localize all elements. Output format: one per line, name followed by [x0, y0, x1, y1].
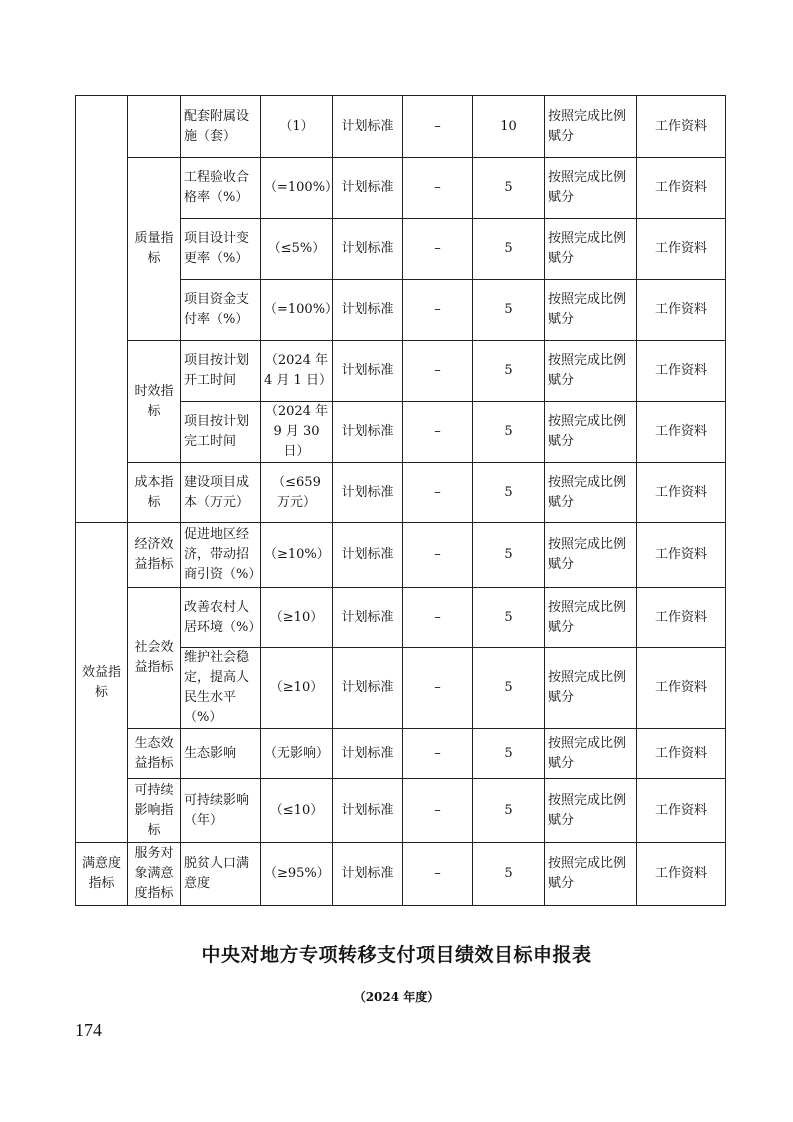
indicator-cell: 工程验收合格率（%）: [181, 158, 261, 219]
standard-cell: 计划标准: [333, 96, 403, 158]
score-cell: 10: [473, 96, 545, 158]
indicator-cell: 项目资金支付率（%）: [181, 280, 261, 341]
dash-cell: –: [403, 463, 473, 523]
source-cell: 工作资料: [637, 463, 726, 523]
dash-cell: –: [403, 523, 473, 588]
indicator-cell: 促进地区经济，带动招商引资（%）: [181, 523, 261, 588]
target-value-cell: （≥10%）: [261, 523, 333, 588]
dash-cell: –: [403, 280, 473, 341]
target-value-cell: （≥10）: [261, 648, 333, 729]
score-cell: 5: [473, 219, 545, 280]
source-cell: 工作资料: [637, 158, 726, 219]
table-row: [76, 843, 726, 906]
indicator-cell: 生态影响: [181, 729, 261, 779]
level2-cell: 成本指标: [128, 463, 181, 523]
source-cell: 工作资料: [637, 219, 726, 280]
performance-indicator-table: [75, 95, 726, 906]
level1-cell: 效益指标: [76, 523, 128, 843]
table-row: [76, 341, 726, 402]
level2-cell: 时效指标: [128, 341, 181, 463]
level1-output-cell: [76, 96, 128, 523]
indicator-cell: 项目设计变更率（%）: [181, 219, 261, 280]
dash-cell: –: [403, 158, 473, 219]
method-cell: 按照完成比例赋分: [545, 219, 637, 280]
dash-cell: –: [403, 402, 473, 463]
source-cell: 工作资料: [637, 588, 726, 648]
method-cell: 按照完成比例赋分: [545, 341, 637, 402]
source-cell: 工作资料: [637, 96, 726, 158]
dash-cell: –: [403, 729, 473, 779]
source-cell: 工作资料: [637, 843, 726, 906]
table-row: [76, 96, 726, 158]
method-cell: 按照完成比例赋分: [545, 648, 637, 729]
target-value-cell: （≥95%）: [261, 843, 333, 906]
method-cell: 按照完成比例赋分: [545, 402, 637, 463]
level2-cell: 经济效益指标: [128, 523, 181, 588]
method-cell: 按照完成比例赋分: [545, 463, 637, 523]
source-cell: 工作资料: [637, 523, 726, 588]
standard-cell: 计划标准: [333, 280, 403, 341]
method-cell: 按照完成比例赋分: [545, 96, 637, 158]
indicator-cell: 配套附属设施（套）: [181, 96, 261, 158]
table-row: [76, 158, 726, 219]
form-year: （2024 年度）: [353, 990, 440, 1004]
standard-cell: 计划标准: [333, 648, 403, 729]
dash-cell: –: [403, 588, 473, 648]
score-cell: 5: [473, 280, 545, 341]
method-cell: 按照完成比例赋分: [545, 843, 637, 906]
level2-cell: 服务对象满意度指标: [128, 843, 181, 906]
source-cell: 工作资料: [637, 341, 726, 402]
indicator-cell: 项目按计划完工时间: [181, 402, 261, 463]
standard-cell: 计划标准: [333, 843, 403, 906]
indicator-cell: 脱贫人口满意度: [181, 843, 261, 906]
level2-cell: 社会效益指标: [128, 588, 181, 729]
indicator-cell: 可持续影响（年）: [181, 779, 261, 843]
standard-cell: 计划标准: [333, 402, 403, 463]
target-value-cell: （≥10）: [261, 588, 333, 648]
level1-cell: 满意度指标: [76, 843, 128, 906]
standard-cell: 计划标准: [333, 729, 403, 779]
score-cell: 5: [473, 843, 545, 906]
target-value-cell: （≤659 万元）: [261, 463, 333, 523]
table-row: [76, 729, 726, 779]
standard-cell: 计划标准: [333, 588, 403, 648]
standard-cell: 计划标准: [333, 779, 403, 843]
method-cell: 按照完成比例赋分: [545, 158, 637, 219]
indicator-cell: 维护社会稳定，提高人民生水平（%）: [181, 648, 261, 729]
target-value-cell: （2024 年 4 月 1 日）: [261, 341, 333, 402]
target-value-cell: （无影响）: [261, 729, 333, 779]
table-row: [76, 779, 726, 843]
indicator-cell: 项目按计划开工时间: [181, 341, 261, 402]
source-cell: 工作资料: [637, 280, 726, 341]
target-value-cell: （2024 年 9 月 30 日）: [261, 402, 333, 463]
standard-cell: 计划标准: [333, 463, 403, 523]
score-cell: 5: [473, 779, 545, 843]
target-value-cell: （=100%）: [261, 158, 333, 219]
score-cell: 5: [473, 158, 545, 219]
source-cell: 工作资料: [637, 402, 726, 463]
method-cell: 按照完成比例赋分: [545, 280, 637, 341]
dash-cell: –: [403, 779, 473, 843]
method-cell: 按照完成比例赋分: [545, 729, 637, 779]
table-row: [76, 523, 726, 588]
indicator-cell: 改善农村人居环境（%）: [181, 588, 261, 648]
score-cell: 5: [473, 341, 545, 402]
score-cell: 5: [473, 402, 545, 463]
score-cell: 5: [473, 729, 545, 779]
dash-cell: –: [403, 219, 473, 280]
level2-cell: [128, 96, 181, 158]
score-cell: 5: [473, 523, 545, 588]
dash-cell: –: [403, 843, 473, 906]
method-cell: 按照完成比例赋分: [545, 779, 637, 843]
indicator-cell: 建设项目成本（万元）: [181, 463, 261, 523]
table-row: [76, 463, 726, 523]
dash-cell: –: [403, 341, 473, 402]
score-cell: 5: [473, 588, 545, 648]
target-value-cell: （≤10）: [261, 779, 333, 843]
source-cell: 工作资料: [637, 779, 726, 843]
target-value-cell: （1）: [261, 96, 333, 158]
page-number: 174: [75, 1020, 102, 1040]
standard-cell: 计划标准: [333, 523, 403, 588]
table-row: [76, 588, 726, 648]
level2-cell: 质量指标: [128, 158, 181, 341]
method-cell: 按照完成比例赋分: [545, 588, 637, 648]
standard-cell: 计划标准: [333, 158, 403, 219]
target-value-cell: （=100%）: [261, 280, 333, 341]
standard-cell: 计划标准: [333, 341, 403, 402]
form-title: 中央对地方专项转移支付项目绩效目标申报表: [201, 944, 592, 966]
standard-cell: 计划标准: [333, 219, 403, 280]
score-cell: 5: [473, 648, 545, 729]
score-cell: 5: [473, 463, 545, 523]
level2-cell: 可持续影响指标: [128, 779, 181, 843]
source-cell: 工作资料: [637, 648, 726, 729]
method-cell: 按照完成比例赋分: [545, 523, 637, 588]
source-cell: 工作资料: [637, 729, 726, 779]
level2-cell: 生态效益指标: [128, 729, 181, 779]
dash-cell: –: [403, 648, 473, 729]
dash-cell: –: [403, 96, 473, 158]
target-value-cell: （≤5%）: [261, 219, 333, 280]
